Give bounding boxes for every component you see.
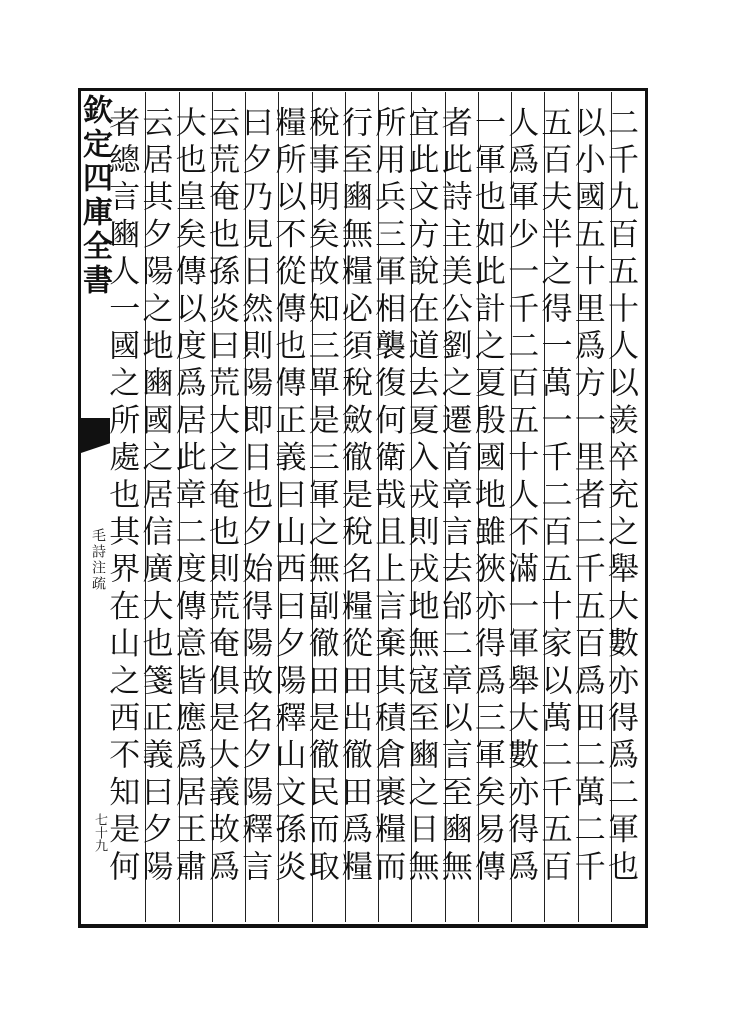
text-column-4: 人爲軍少一千二百五十人不滿一軍舉大數亦得爲 [511, 92, 544, 922]
page-number: 七十九 [92, 813, 107, 852]
text-column-15: 云居其夕陽之地豳國之居信廣大也箋正義曰夕陽 [145, 92, 178, 922]
text-column-13: 云荒奄也孫炎曰荒大之奄也則荒奄俱是大義故爲 [212, 92, 245, 922]
text-column-9: 行至豳無糧必須稅斂徹是稅名糧從田出徹田爲糧 [345, 92, 378, 922]
text-column-14: 大也皇矣傳以度爲居此章二度傳意皆應爲居王肅 [179, 92, 212, 922]
text-column-12: 曰夕乃見日然則陽即日也夕始得陽故名夕陽釋言 [245, 92, 278, 922]
text-column-10: 稅事明矣故知三單是三軍之無副徹田是徹民而取 [312, 92, 345, 922]
book-title: 毛詩注疏 [90, 528, 106, 592]
text-column-8: 所用兵三軍相襲復何衛哉且上言棄其積倉裹糧而 [378, 92, 411, 922]
text-column-11: 糧所以不從傳也傳正義曰山西曰夕陽釋山文孫炎 [278, 92, 311, 922]
collection-title: 欽定四庫全書 [77, 94, 112, 298]
text-column-5: 一軍也如此計之夏殷國地雖狹亦得爲三軍矣易傳 [478, 92, 511, 922]
text-column-2: 以小國五十里爲方一里者二千五百爲田二萬二千 [578, 92, 611, 922]
text-column-6: 者此詩主美公劉之遷首章言去邰二章以言至豳無 [445, 92, 478, 922]
text-column-16: 者總言豳人一國之所處也其界在山之西不知是何 [103, 106, 140, 888]
text-columns [103, 92, 644, 922]
text-column-7: 宜此文方說在道去夏入戎則戎地無寇至豳之日無 [411, 92, 444, 922]
text-column-1: 二千九百五十人以羨卒充之舉大數亦得爲二軍也 [611, 92, 644, 922]
text-column-3: 五百夫半之得一萬一千二百五十家以萬二千五百 [544, 92, 577, 922]
